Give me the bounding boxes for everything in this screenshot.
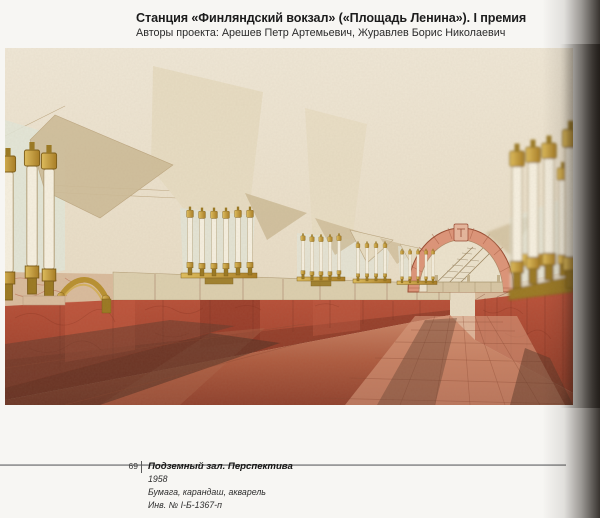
caption-number: 69: [128, 461, 138, 471]
caption-title: Подземный зал. Перспектива: [148, 461, 293, 472]
artwork: [5, 48, 573, 405]
caption-inventory: Инв. № I-Б-1367-п: [148, 500, 222, 511]
caption-divider: [141, 461, 142, 473]
artwork-painting: [5, 48, 573, 405]
page-title: Станция «Финляндский вокзал» («Площадь Ленина»). I премия: [136, 11, 527, 25]
header: [136, 10, 576, 40]
page-authors: Авторы проекта: Арешев Петр Артемьевич, Журавлев Борис Николаевич: [136, 27, 506, 39]
caption-year: 1958: [148, 474, 168, 484]
caption: [118, 460, 448, 513]
caption-medium: Бумага, карандаш, акварель: [148, 487, 266, 498]
paper-grain: [5, 48, 573, 405]
